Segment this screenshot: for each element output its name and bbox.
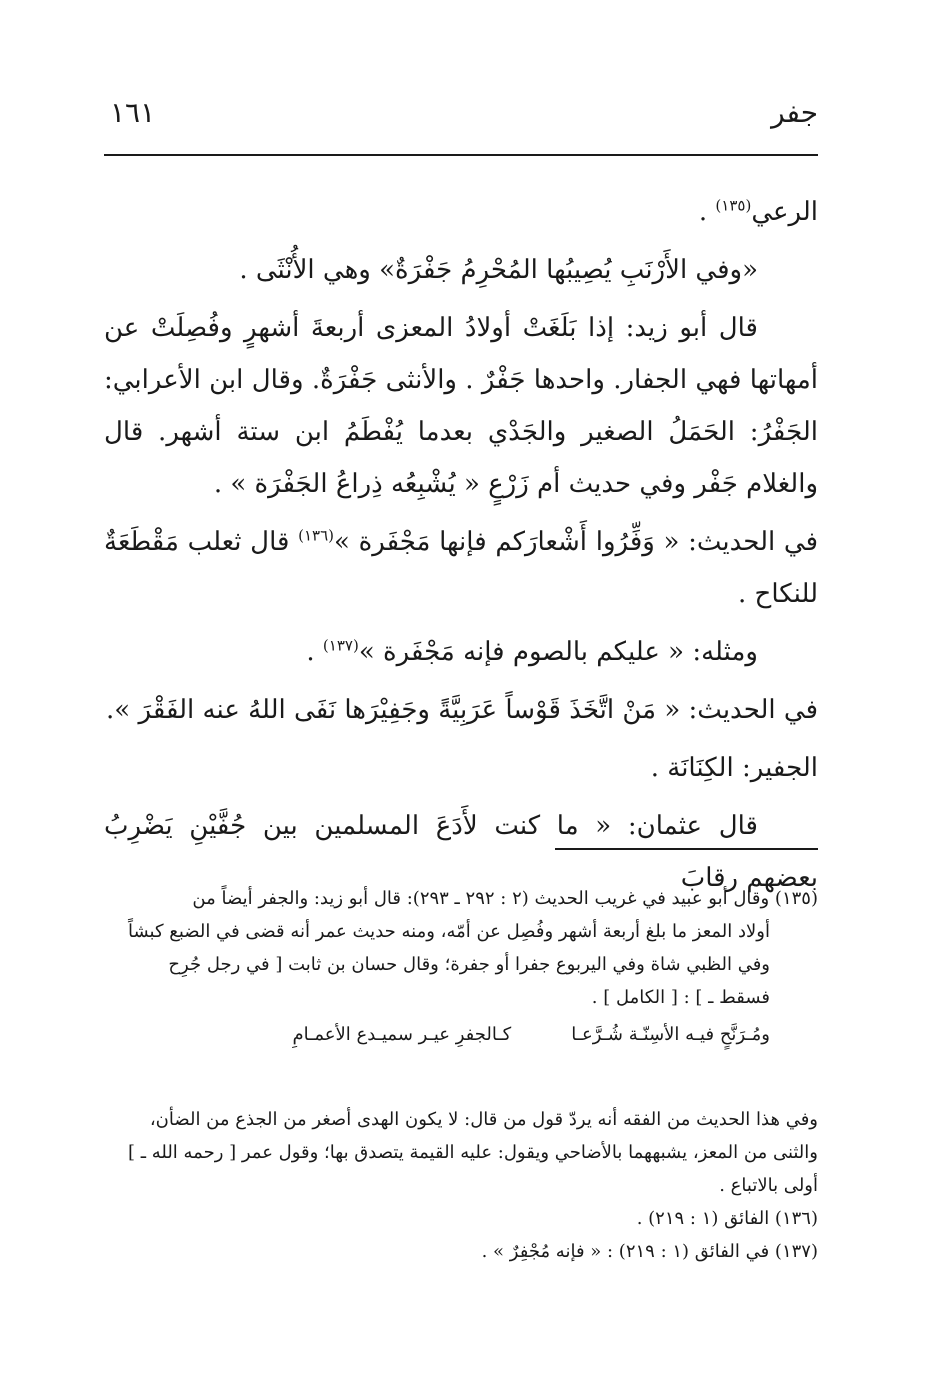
paragraph-abu-zayd: قال أبو زيد: إذا بَلَغَتْ أولادُ المعزى أربعةَ أشهرٍ وفُصِلَتْ عن أمهاتها فهي الجفار. واحدها جَفْرٌ . والأنثى جَفْرَةٌ. وقال ابن الأعرابي: الجَفْرُ: الحَمَلُ الصغير والجَدْي بعدما يُفْطَمُ ابن ستة أشهر. قال والغلام جَفْر وفي حديث أم زَرْعٍ « يُشْبِعُه ذِراعُ الجَفْرَة » . bbox=[104, 313, 818, 499]
footnote-rule bbox=[555, 848, 818, 850]
poem-verse bbox=[104, 1018, 818, 1051]
paragraph-raai: الرعي$^{(١٣٥)}$ . bbox=[698, 196, 818, 227]
footnote-135-commentary: أولى بالاتباع . bbox=[719, 1175, 818, 1196]
paragraph-uthman: قال عثمان: « ما كنت لأَدَعَ المسلمين بين جُفَّيْنِ يَضْرِبُ بعضهم رقابَ bbox=[104, 811, 818, 893]
footnote-ref-137: (١٣٧) bbox=[322, 636, 359, 655]
footnote-137: (١٣٧) في الفائق (١ : ٢١٩) : « فإنه مُجْفِرٌ » . bbox=[481, 1241, 818, 1262]
footnote-135-line: وفي الظبي شاة وفي اليربوع جفرا أو جفرة؛ وقال حسان بن ثابت [ في رجل جُرِح bbox=[168, 954, 770, 975]
footnote-135-line: (١٣٥) وقال أبو عبيد في غريب الحديث (٢ : ٢٩٢ ـ ٢٩٣): قال أبو زيد: والجفر أيضاً من bbox=[192, 888, 818, 909]
verse-first-hemistich: ومُـرَنَّحٍ فيـه الأسِنّـة شُـرَّعـا bbox=[571, 1024, 770, 1045]
footnote-135-commentary: وفي هذا الحديث من الفقه أنه يردّ قول من قال: لا يكون الهدى أصغر من الجذع من الضأن، bbox=[149, 1109, 818, 1130]
paragraph-hadith-qaws: في الحديث: « مَنْ اتَّخَذَ قَوْساً عَرَبِيَّةً وجَفِيْرَها نَفَى اللهُ عنه الفَقْرَ ». bbox=[106, 695, 818, 725]
paragraph-jafir: الجفير: الكِنَانَة . bbox=[650, 753, 818, 783]
footnote-136: (١٣٦) الفائق (١ : ٢١٩) . bbox=[636, 1208, 818, 1229]
footnote-135-line: أولاد المعز ما بلغ أربعة أشهر وفُصِل عن أمّه، ومنه حديث عمر أنه قضى في الضبع كبشاً bbox=[127, 921, 770, 942]
header-rule bbox=[104, 154, 818, 156]
main-text bbox=[104, 186, 818, 910]
paragraph-hadith-wafferu: في الحديث: « وَفِّرُوا أَشْعارَكم فإنها مَجْفَرة »$^{(١٣٦)}$ قال ثعلب مَقْطَعَةٌ للنكاح . bbox=[104, 526, 819, 609]
running-header bbox=[104, 92, 818, 152]
page-number: ١٦١ bbox=[110, 96, 156, 129]
footnote-135-line: فسقط ـ ] : [ الكامل ] . bbox=[591, 987, 770, 1008]
header-entry-word: جفر bbox=[771, 96, 818, 129]
footnote-ref-135: (١٣٥) bbox=[715, 196, 752, 215]
footnotes bbox=[104, 882, 818, 1268]
paragraph-mithluhu: ومثله: « عليكم بالصوم فإنه مَجْفَرة »$^{(١٣٧)}$ . bbox=[306, 636, 758, 667]
paragraph-arnab: «وفي الأَرْنَبِ يُصِيبُها المُحْرِمُ جَفْرَةٌ» وهي الأُنْثَى . bbox=[239, 255, 758, 285]
footnote-135-commentary: والثنى من المعز، يشبههما بالأضاحي ويقول: عليه القيمة يتصدق بها؛ وقول عمر [ رحمه الله ـ ] bbox=[127, 1142, 818, 1163]
verse-second-hemistich: كـالجفرِ عيـر سميـدع الأعمـامِ bbox=[292, 1024, 512, 1045]
footnote-ref-136: (١٣٦) bbox=[298, 526, 335, 545]
